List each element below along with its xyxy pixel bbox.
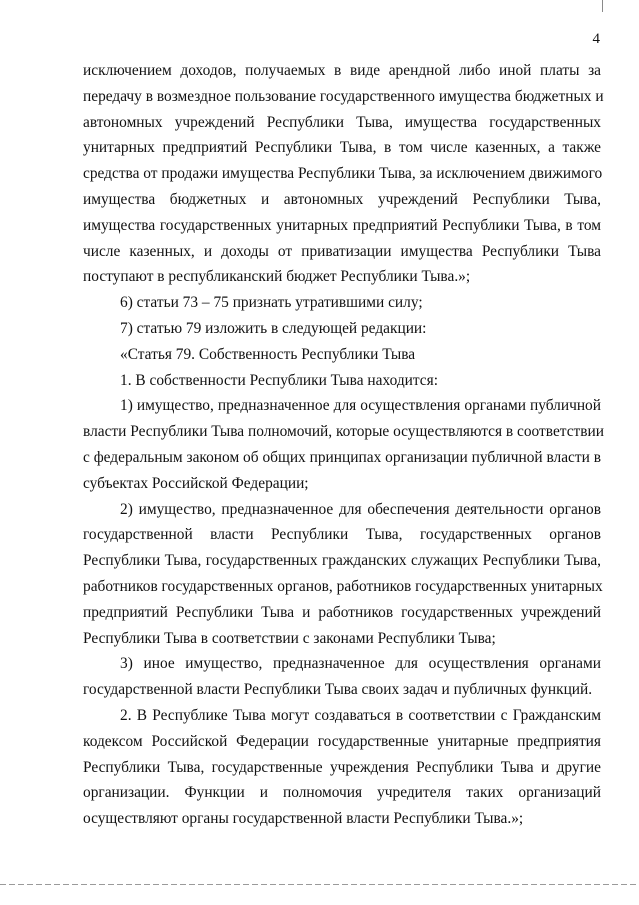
text-line: субъектах Российской Федерации; bbox=[83, 474, 309, 492]
text-line: имущества государственных унитарных предприятий Республики Тыва, в том bbox=[83, 216, 601, 234]
text-line: власти Республики Тыва полномочий, которые осуществляются в соответствии bbox=[83, 423, 604, 441]
text-line: кодексом Российской Федерации государственные унитарные предприятия bbox=[83, 732, 601, 750]
text-line: унитарных предприятий Республики Тыва, в том числе казенных, а также bbox=[83, 139, 601, 157]
text-line: предприятий Республики Тыва и работников государственных учреждений bbox=[83, 603, 601, 621]
page-number: 4 bbox=[592, 31, 600, 47]
text-line: государственной власти Республики Тыва, государственных органов bbox=[83, 526, 601, 544]
text-line: 3) иное имущество, предназначенное для осуществления органами bbox=[120, 655, 601, 673]
text-line: Республики Тыва, государственных гражданских служащих Республики Тыва, bbox=[83, 552, 601, 570]
text-line: автономных учреждений Республики Тыва, имущества государственных bbox=[83, 113, 601, 131]
text-line: «Статья 79. Собственность Республики Тыва bbox=[120, 345, 416, 363]
text-line: государственной власти Республики Тыва своих задач и публичных функций. bbox=[83, 681, 593, 699]
text-line: исключением доходов, получаемых в виде арендной либо иной платы за bbox=[83, 62, 601, 79]
text-line: 2) имущество, предназначенное для обеспечения деятельности органов bbox=[120, 500, 601, 518]
text-line: 6) статьи 73 – 75 признать утратившими силу; bbox=[120, 294, 423, 312]
text-line: передачу в возмездное пользование государственного имущества бюджетных и bbox=[83, 87, 604, 105]
text-line: осуществляют органы государственной власти Республики Тыва.»; bbox=[83, 810, 524, 828]
text-line: с федеральным законом об общих принципах организации публичной власти в bbox=[83, 448, 601, 466]
text-line: 1) имущество, предназначенное для осуществления органами публичной bbox=[120, 397, 601, 415]
text-line: Республики Тыва в соответствии с законами Республики Тыва; bbox=[83, 629, 496, 647]
document-body bbox=[83, 58, 604, 832]
text-line: имущества бюджетных и автономных учреждений Республики Тыва, bbox=[83, 190, 601, 208]
scan-edge-mark bbox=[602, 0, 603, 12]
text-line: Республики Тыва, государственные учреждения Республики Тыва и другие bbox=[83, 758, 601, 776]
text-line: поступают в республиканский бюджет Республики Тыва.»; bbox=[83, 268, 471, 286]
text-line: 1. В собственности Республики Тыва находится: bbox=[120, 371, 438, 389]
text-line: числе казенных, и доходы от приватизации имущества Республики Тыва bbox=[83, 242, 601, 260]
text-line: 7) статью 79 изложить в следующей редакции: bbox=[120, 319, 427, 337]
text-line: организации. Функции и полномочия учредителя таких организаций bbox=[83, 784, 601, 802]
text-line: работников государственных органов, работников государственных унитарных bbox=[83, 577, 603, 595]
text-line: 2. В Республике Тыва могут создаваться в соответствии с Гражданским bbox=[120, 706, 601, 724]
page-bottom-rule bbox=[0, 884, 639, 885]
text-line: средства от продажи имущества Республики Тыва, за исключением движимого bbox=[83, 165, 603, 183]
